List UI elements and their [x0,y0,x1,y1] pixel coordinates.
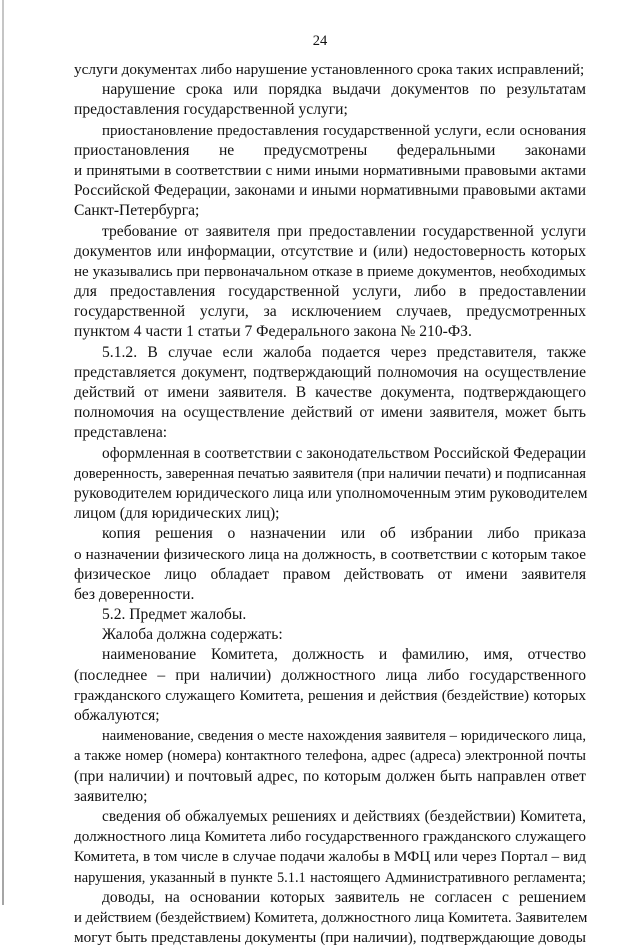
text-line: физическое лицо обладает правом действовать от имени заявителя [74,565,586,583]
text-line: и действием (бездействием) Комитета, должностного лица Комитета. Заявителем [74,909,588,926]
text-line: полномочия на осуществление действий от имени заявителя, может быть [74,404,586,422]
scan-edge-line [2,0,4,905]
text-line: приостановление предоставления государственной услуги, если основания [102,122,586,139]
text-line: действий от имени заявителя. В качестве документа, подтверждающего [74,384,586,401]
text-line: предоставления государственной услуги; [74,101,348,119]
text-line: сведения об обжалуемых решениях и действиях (бездействии) Комитета, [102,807,586,825]
text-line: Жалоба должна содержать: [102,626,283,644]
text-line: могут быть представлены документы (при наличии), подтверждающие доводы [74,929,586,947]
text-line: доводы, на основании которых заявитель не согласен с решением [102,888,586,906]
text-line: приостановления не предусмотрены федеральными законами [74,141,586,159]
text-line: требование от заявителя при предоставлении государственной услуги [102,222,586,240]
text-line: оформленная в соответствии с законодательством Российской Федерации [102,444,586,462]
text-line: для предоставления государственной услуги, либо в предоставлении [74,283,586,301]
text-line: гражданского служащего Комитета, решения и действия (бездействие) которых [74,687,586,704]
text-line: 5.2. Предмет жалобы. [102,606,247,624]
text-line: (последнее – при наличии) должностного лица либо государственного [74,666,586,684]
text-line: без доверенности. [74,585,195,603]
text-line: заявителю; [74,787,148,805]
text-line: нарушения, указанный в пункте 5.1.1 настоящего Административного регламента; [74,869,586,886]
text-line: о назначении физического лица на должность, в соответствии с которым такое [74,545,586,563]
text-line: Санкт-Петербурга; [74,202,200,220]
text-line: Комитета, в том числе в случае подачи жалобы в МФЦ или через Портал – вид [74,848,586,866]
text-line: 5.1.2. В случае если жалоба подается через представителя, также [102,343,586,361]
text-line: государственной услуги, за исключением случаев, предусмотренных [74,303,586,321]
text-line: нарушение срока или порядка выдачи документов по результатам [102,81,586,99]
text-line: пунктом 4 части 1 статьи 7 Федерального закона № 210-ФЗ. [74,323,472,341]
body-text [74,60,586,948]
text-line: лицом (для юридических лиц); [74,505,280,523]
text-line: должностного лица Комитета либо государственного гражданского служащего [74,828,586,846]
text-line: доверенность, заверенная печатью заявителя (при наличии печати) и подписанная [74,465,586,482]
text-line: наименование Комитета, должность и фамилию, имя, отчество [102,646,586,664]
text-line: наименование, сведения о месте нахождения заявителя – юридического лица, [102,728,586,745]
text-line: не указывались при первоначальном отказе в приеме документов, необходимых [74,263,586,280]
text-line: представлена: [74,424,168,442]
text-line: руководителем юридического лица или уполномоченным этим руководителем [74,484,588,502]
page-number: 24 [312,33,328,49]
text-line: копия решения о назначении или об избрании либо приказа [102,525,586,543]
text-line: а также номер (номера) контактного телефона, адрес (адреса) электронной почты [74,748,586,765]
text-line: представляется документ, подтверждающий полномочия на осуществление [74,363,586,381]
text-line: (при наличии) и почтовый адрес, по которым должен быть направлен ответ [74,767,586,785]
text-line: Российской Федерации, законами и иными нормативными правовыми актами [74,182,586,200]
text-line: услуги документах либо нарушение установленного срока таких исправлений; [74,61,585,78]
text-line: документов или информации, отсутствие и (или) недостоверность которых [74,242,586,260]
text-line: обжалуются; [74,707,160,724]
text-line: и принятыми в соответствии с ними иными нормативными правовыми актами [74,161,586,179]
